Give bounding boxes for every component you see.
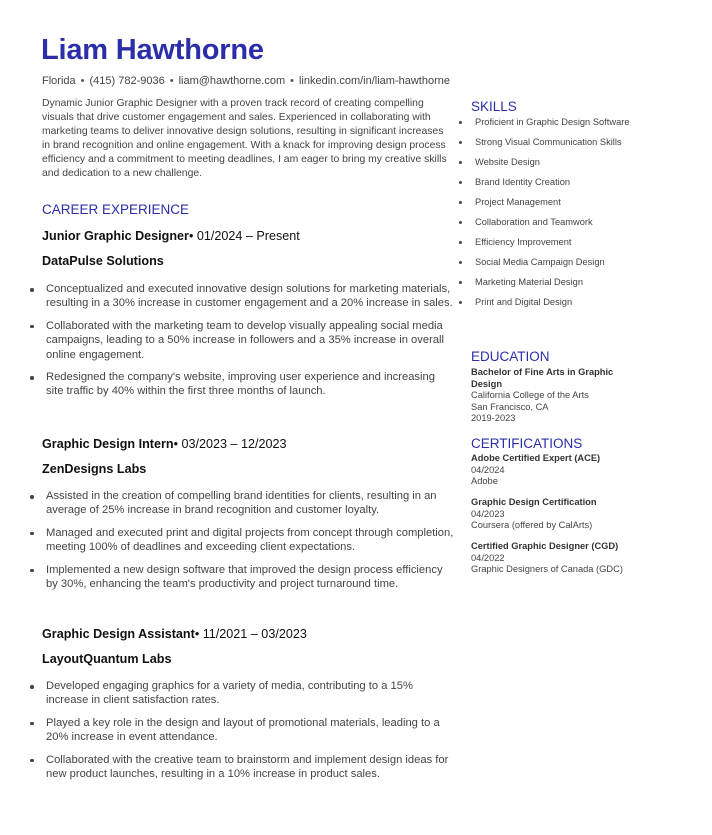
job-dates: • 01/2024 – Present [188, 229, 300, 243]
skill-item: Website Design [471, 156, 631, 168]
contact-line [42, 74, 450, 88]
certification-entry [471, 453, 631, 488]
skill-item: Strong Visual Communication Skills [471, 136, 631, 148]
certification-name: Certified Graphic Designer (CGD) [471, 541, 619, 551]
job-company: DataPulse Solutions [42, 254, 164, 268]
job-role: Graphic Design Assistant [42, 627, 195, 641]
skill-item: Marketing Material Design [471, 276, 631, 288]
job-title-line [42, 626, 454, 642]
skills-list [471, 116, 631, 316]
contact-phone: (415) 782-9036 [89, 75, 165, 87]
certification-name: Adobe Certified Expert (ACE) [471, 453, 601, 463]
job-bullets [42, 282, 454, 399]
contact-linkedin: linkedin.com/in/liam-hawthorne [298, 75, 450, 87]
certification-date: 04/2023 [471, 508, 505, 519]
education-entry [471, 367, 631, 425]
certifications-heading: CERTIFICATIONS [471, 436, 583, 451]
job-bullet: Implemented a new design software that improved the design process efficiency by 30%, enhancing the team's productivity and project turnaround time. [42, 563, 454, 592]
job-bullets [42, 679, 454, 781]
experience-heading: CAREER EXPERIENCE [42, 202, 190, 217]
job-bullet: Managed and executed print and digital projects from concept through completion, meeting 100% of deadlines and exceeding client expectations. [42, 526, 454, 555]
job-bullet: Played a key role in the design and layout of promotional materials, leading to a 20% increase in event attendance. [42, 716, 454, 745]
contact-location: Florida [42, 75, 76, 87]
contact-email: liam@hawthorne.com [178, 75, 286, 87]
skill-item: Collaboration and Teamwork [471, 216, 631, 228]
job-bullet: Collaborated with the creative team to brainstorm and implement design ideas for new product launches, resulting in a 10% increase in product sales. [42, 753, 454, 782]
job-dates: • 03/2023 – 12/2023 [173, 437, 287, 451]
job-entry [42, 626, 454, 781]
education-location: San Francisco, CA [471, 401, 549, 412]
professional-summary: Dynamic Junior Graphic Designer with a proven track record of creating compelling visuals that drive customer engagement and sales. Experienced in collaborating with marketing teams to deliver innovative design solutions, resulting in significant increases in brand recognition and online engagement. With a knack for improving design process efficiency and a commitment to meeting deadlines, I am eager to bring my creative skills and dedication to a new challenge. [42, 98, 447, 179]
certification-name: Graphic Design Certification [471, 497, 597, 507]
certification-issuer: Graphic Designers of Canada (GDC) [471, 564, 623, 575]
contact-separator: • [169, 75, 174, 87]
skill-item: Proficient in Graphic Design Software [471, 116, 631, 128]
job-bullet: Redesigned the company's website, improving user experience and increasing site traffic by 40% within the first three months of launch. [42, 370, 454, 399]
job-bullets [42, 489, 454, 591]
job-title-line [42, 228, 454, 244]
skill-item: Print and Digital Design [471, 296, 631, 308]
job-entry [42, 228, 454, 399]
job-bullet: Developed engaging graphics for a variety of media, contributing to a 15% increase in client satisfaction rates. [42, 679, 454, 708]
skills-heading: SKILLS [471, 99, 517, 114]
certification-entry [471, 497, 631, 532]
certification-entry [471, 541, 631, 576]
skill-item: Efficiency Improvement [471, 236, 631, 248]
education-dates: 2019-2023 [471, 413, 516, 424]
job-role: Junior Graphic Designer [42, 229, 189, 243]
job-bullet: Collaborated with the marketing team to develop visually appealing social media campaigns, leading to a 50% increase in followers and a 35% increase in overall online engagement. [42, 319, 454, 362]
job-role: Graphic Design Intern [42, 437, 174, 451]
education-school: California College of the Arts [471, 390, 589, 401]
certification-issuer: Coursera (offered by CalArts) [471, 520, 593, 531]
job-title-line [42, 436, 454, 452]
skill-item: Brand Identity Creation [471, 176, 631, 188]
skill-item: Social Media Campaign Design [471, 256, 631, 268]
job-entry [42, 436, 454, 591]
certification-date: 04/2024 [471, 464, 505, 475]
job-company: LayoutQuantum Labs [42, 652, 172, 666]
education-heading: EDUCATION [471, 349, 550, 364]
contact-separator: • [80, 75, 85, 87]
job-bullet: Assisted in the creation of compelling brand identities for clients, resulting in an average of 25% increase in brand recognition and customer loyalty. [42, 489, 454, 518]
skill-item: Project Management [471, 196, 631, 208]
job-bullet: Conceptualized and executed innovative design solutions for marketing materials, resulting in a 30% increase in customer engagement and a 20% increase in sales. [42, 282, 454, 311]
certification-date: 04/2022 [471, 552, 505, 563]
candidate-name: Liam Hawthorne [41, 34, 264, 66]
certification-issuer: Adobe [471, 476, 498, 487]
education-degree: Bachelor of Fine Arts in Graphic Design [471, 367, 614, 389]
contact-separator: • [290, 75, 294, 87]
job-dates: • 11/2021 – 03/2023 [194, 627, 307, 641]
job-company: ZenDesigns Labs [42, 462, 147, 476]
